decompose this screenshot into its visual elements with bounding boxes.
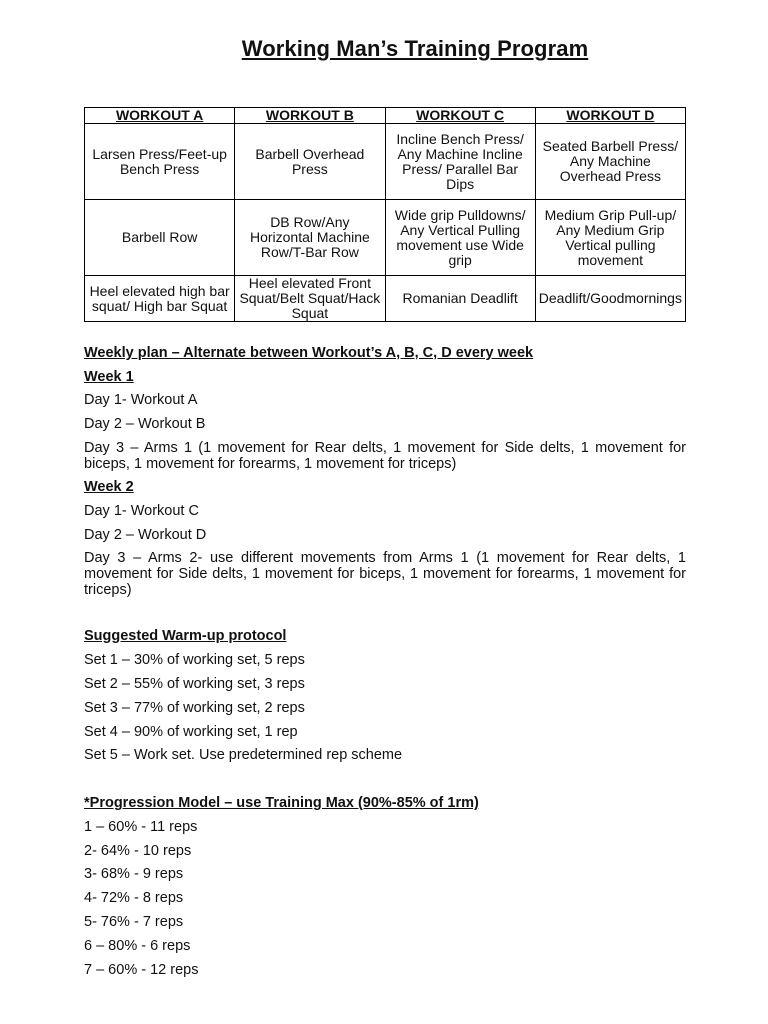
warmup-set-4: Set 4 – 90% of working set, 1 rep: [84, 724, 298, 740]
table-cell: Medium Grip Pull-up/ Any Medium Grip Vertical pulling movement: [535, 200, 685, 276]
week-1-day-3: Day 3 – Arms 1 (1 movement for Rear delts, 1 movement for Side delts, 1 movement for biceps, 1 movement for forearms, 1 movement for triceps): [84, 440, 686, 472]
page-title: Working Man’s Training Program: [241, 36, 589, 61]
week-1-day-1: Day 1- Workout A: [84, 392, 198, 408]
warmup-set-5: Set 5 – Work set. Use predetermined rep scheme: [84, 747, 403, 763]
table-row: [85, 124, 686, 200]
table-cell: Wide grip Pulldowns/ Any Vertical Pulling movement use Wide grip: [385, 200, 535, 276]
progression-step-4: 4- 72% - 8 reps: [84, 890, 184, 906]
week-2-day-3: Day 3 – Arms 2- use different movements from Arms 1 (1 movement for Rear delts, 1 movement for Side delts, 1 movement for biceps, 1 movement for forearms, 1 movement for triceps): [84, 550, 686, 598]
progression-step-1: 1 – 60% - 11 reps: [84, 819, 198, 835]
table-cell: Larsen Press/Feet-up Bench Press: [85, 124, 235, 200]
warmup-set-2: Set 2 – 55% of working set, 3 reps: [84, 676, 305, 692]
week-2-heading: Week 2: [84, 479, 134, 495]
progression-step-2: 2- 64% - 10 reps: [84, 843, 192, 859]
warmup-heading: Suggested Warm-up protocol: [84, 628, 287, 644]
table-row: [85, 276, 686, 322]
progression-step-5: 5- 76% - 7 reps: [84, 914, 184, 930]
table-cell: Barbell Overhead Press: [235, 124, 385, 200]
progression-step-6: 6 – 80% - 6 reps: [84, 938, 191, 954]
progression-heading: *Progression Model – use Training Max (90%-85% of 1rm): [84, 795, 479, 811]
table-cell: Barbell Row: [85, 200, 235, 276]
warmup-set-3: Set 3 – 77% of working set, 2 reps: [84, 700, 305, 716]
table-cell: Incline Bench Press/ Any Machine Incline Press/ Parallel Bar Dips: [385, 124, 535, 200]
table-cell: Seated Barbell Press/ Any Machine Overhead Press: [535, 124, 685, 200]
progression-step-7: 7 – 60% - 12 reps: [84, 962, 199, 978]
table-header-row: [85, 108, 686, 124]
header-workout-d: WORKOUT D: [535, 108, 685, 124]
week-1-heading: Week 1: [84, 369, 134, 385]
weekly-plan-heading: Weekly plan – Alternate between Workout’s A, B, C, D every week: [84, 345, 534, 361]
week-2-day-1: Day 1- Workout C: [84, 503, 199, 519]
header-workout-a: WORKOUT A: [85, 108, 235, 124]
warmup-set-1: Set 1 – 30% of working set, 5 reps: [84, 652, 305, 668]
header-workout-b: WORKOUT B: [235, 108, 385, 124]
table-row: [85, 200, 686, 276]
header-workout-c: WORKOUT C: [385, 108, 535, 124]
workout-table: [84, 107, 686, 322]
table-cell: Romanian Deadlift: [385, 276, 535, 322]
table-cell: DB Row/Any Horizontal Machine Row/T-Bar Row: [235, 200, 385, 276]
week-1-day-2: Day 2 – Workout B: [84, 416, 206, 432]
table-cell: Heel elevated high bar squat/ High bar Squat: [85, 276, 235, 322]
table-cell: Heel elevated Front Squat/Belt Squat/Hack Squat: [235, 276, 385, 322]
progression-step-3: 3- 68% - 9 reps: [84, 866, 184, 882]
week-2-day-2: Day 2 – Workout D: [84, 527, 207, 543]
table-cell: Deadlift/Goodmornings: [535, 276, 685, 322]
